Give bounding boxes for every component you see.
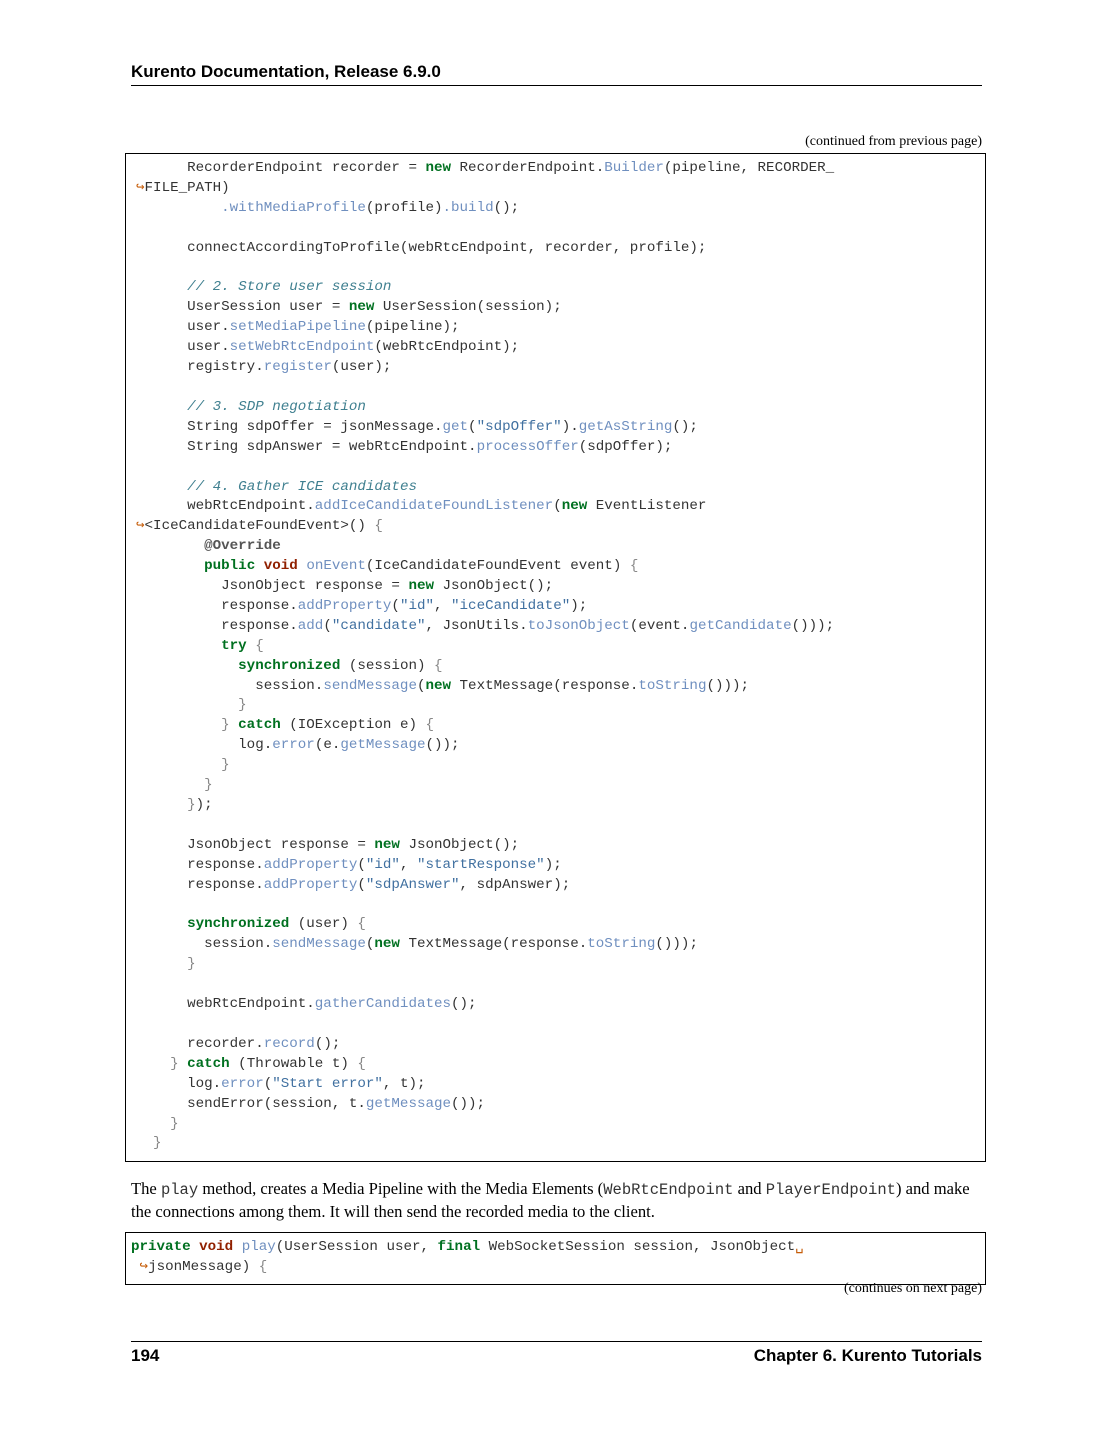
code-line: webRtcEndpoint.gatherCandidates(); <box>136 996 477 1013</box>
code-line: RecorderEndpoint recorder = new RecorderEndpoint.Builder(pipeline, RECORDER_ <box>136 160 835 176</box>
code-line: connectAccordingToProfile(webRtcEndpoint, recorder, profile); <box>136 239 707 256</box>
code-line: synchronized (user) { <box>187 916 366 933</box>
code-line: JsonObject response = new JsonObject(); <box>136 836 520 853</box>
code-line <box>136 458 834 478</box>
code-line: session.sendMessage(new TextMessage(response.toString())); <box>136 936 698 953</box>
code-line: try { <box>221 637 264 654</box>
inline-code-play: play <box>160 1181 199 1199</box>
code-line: } <box>204 777 213 794</box>
footer-rule <box>131 1341 982 1342</box>
code-line: ↪<IceCandidateFoundEvent>() { <box>136 518 383 535</box>
code-line: sendError(session, t.getMessage()); <box>136 1095 486 1112</box>
code-line: ↪FILE_PATH) <box>136 179 230 196</box>
code-line: private void play(UserSession user, final WebSocketSession session, JsonObject␣ <box>131 1239 804 1255</box>
code-line <box>136 896 834 916</box>
code-line: user.setMediaPipeline(pipeline); <box>136 319 460 336</box>
code-line: recorder.record(); <box>136 1035 341 1052</box>
code-line: } <box>238 697 247 714</box>
code-line: } catch (Throwable t) { <box>170 1055 366 1072</box>
code-line: public void onEvent(IceCandidateFoundEvent event) { <box>204 558 639 575</box>
code-line: String sdpOffer = jsonMessage.get("sdpOffer").getAsString(); <box>136 418 698 435</box>
code-line: } catch (IOException e) { <box>221 717 435 734</box>
chapter-title: Chapter 6. Kurento Tutorials <box>753 1346 982 1365</box>
code-listing-play <box>131 1238 804 1278</box>
code-line: String sdpAnswer = webRtcEndpoint.processOffer(sdpOffer); <box>136 438 673 455</box>
code-line: user.setWebRtcEndpoint(webRtcEndpoint); <box>136 339 520 356</box>
continues-on-note: (continues on next page) <box>843 1281 982 1296</box>
code-line: synchronized (session) { <box>238 657 443 674</box>
code-line: @Override <box>204 538 281 555</box>
code-line: .withMediaProfile(profile).build(); <box>221 199 520 216</box>
code-line: JsonObject response = new JsonObject(); <box>136 578 554 595</box>
page-number: 194 <box>131 1346 160 1365</box>
code-line: // 2. Store user session <box>187 279 392 296</box>
running-header-title: Kurento Documentation, Release 6.9.0 <box>131 62 441 81</box>
code-line: } <box>221 757 230 774</box>
code-line: response.addProperty("id", "startResponse"); <box>136 856 562 873</box>
paragraph-text-4: ) and make the connections among them. It will then send the recorded media to the client. <box>131 1179 970 1221</box>
code-line: ↪jsonMessage) { <box>139 1258 268 1275</box>
code-line: UserSession user = new UserSession(session); <box>136 299 562 316</box>
code-line: // 3. SDP negotiation <box>187 398 366 415</box>
code-line: }); <box>187 797 213 813</box>
paragraph-text-3: and <box>733 1179 766 1198</box>
code-line <box>136 975 834 995</box>
code-line: // 4. Gather ICE candidates <box>187 478 417 495</box>
code-line <box>136 378 834 398</box>
code-line: webRtcEndpoint.addIceCandidateFoundListener(new EventListener <box>136 498 707 515</box>
code-line: } <box>170 1115 179 1132</box>
code-line <box>136 816 834 836</box>
paragraph-text-1: The <box>131 1179 161 1198</box>
code-line: registry.register(user); <box>136 359 392 376</box>
inline-code-playerendpoint: PlayerEndpoint <box>765 1181 896 1199</box>
code-block-play <box>125 1232 986 1285</box>
code-line: log.error(e.getMessage()); <box>136 737 460 754</box>
code-line: response.addProperty("sdpAnswer", sdpAnswer); <box>136 876 571 893</box>
code-line: response.add("candidate", JsonUtils.toJsonObject(event.getCandidate())); <box>136 617 835 634</box>
header-rule <box>131 85 982 86</box>
code-line: session.sendMessage(new TextMessage(response.toString())); <box>136 677 750 694</box>
code-line <box>136 259 834 279</box>
code-line <box>136 1015 834 1035</box>
code-listing-main <box>136 159 834 1154</box>
code-block-main <box>125 153 986 1162</box>
paragraph-text-2: method, creates a Media Pipeline with the Media Elements ( <box>198 1179 604 1198</box>
code-line <box>136 219 834 239</box>
code-line: } <box>153 1135 162 1152</box>
code-line: } <box>187 956 196 973</box>
body-paragraph <box>131 1178 982 1222</box>
continued-from-note: (continued from previous page) <box>805 134 982 149</box>
code-line: response.addProperty("id", "iceCandidate"); <box>136 597 588 614</box>
code-line: log.error("Start error", t); <box>136 1075 426 1092</box>
inline-code-webrtcendpoint: WebRtcEndpoint <box>603 1181 734 1199</box>
